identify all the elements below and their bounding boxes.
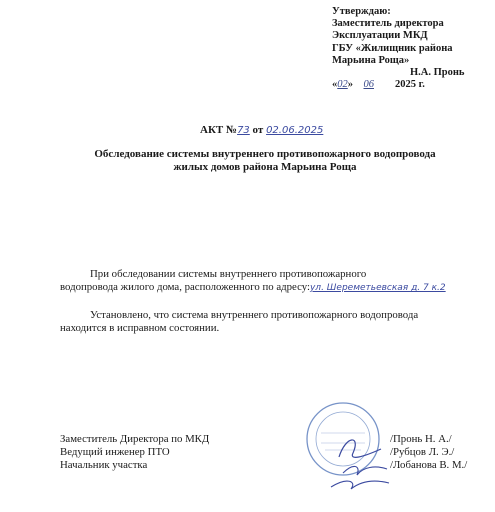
date-open-quote: « xyxy=(332,79,338,91)
date-month: 06 xyxy=(363,79,374,91)
approval-line5: Марьина Роща» xyxy=(332,54,410,66)
para2-line1: Установлено, что система внутреннего противопожарного водопровода xyxy=(90,309,419,321)
subject-line2: жилых домов района Марьина Роща xyxy=(173,160,357,173)
para1-line1: При обследовании системы внутреннего противопожарного xyxy=(90,268,367,280)
act-subject xyxy=(50,148,480,173)
date-day: 02 xyxy=(337,79,348,91)
signature-name-1: /Пронь Н. А./ xyxy=(390,433,452,445)
signature-names xyxy=(390,433,467,472)
para1-line2-text: водопровода жилого дома, расположенного по адресу: xyxy=(60,281,310,293)
act-date: 02.06.2025 xyxy=(266,125,324,136)
approval-line1: Утверждаю: xyxy=(332,6,391,17)
approval-line2: Заместитель директора xyxy=(332,18,444,30)
signature-name-3: /Лобанова В. М./ xyxy=(390,459,468,471)
approval-line3: Эксплуатации МКД xyxy=(332,30,428,42)
signature-role-3: Начальник участка xyxy=(60,459,148,471)
act-title-prefix: АКТ № xyxy=(200,124,238,136)
approval-signatory: Н.А. Пронь xyxy=(410,67,465,79)
official-stamp xyxy=(291,395,401,495)
act-date-prefix: от xyxy=(249,124,267,136)
para1-line2 xyxy=(60,281,446,295)
signature-role-2: Ведущий инженер ПТО xyxy=(60,446,170,458)
act-title xyxy=(200,124,323,136)
signature-role-1: Заместитель Директора по МКД xyxy=(60,433,210,445)
subject-line1: Обследование системы внутреннего противопожарного водопровода xyxy=(94,148,436,160)
approval-block xyxy=(332,6,464,91)
date-close-quote: » xyxy=(347,79,353,91)
signature-name-2: /Рубцов Л. Э./ xyxy=(390,446,455,458)
approval-line4: ГБУ «Жилищник района xyxy=(332,42,453,54)
approval-date xyxy=(332,79,464,91)
act-number: 73 xyxy=(237,125,250,136)
address-handwritten: ул. Шереметьевская д. 7 к.2 xyxy=(309,283,446,293)
date-year: 2025 г. xyxy=(395,79,425,91)
signature-roles xyxy=(60,433,209,472)
para2-line2: находится в исправном состоянии. xyxy=(60,322,220,334)
